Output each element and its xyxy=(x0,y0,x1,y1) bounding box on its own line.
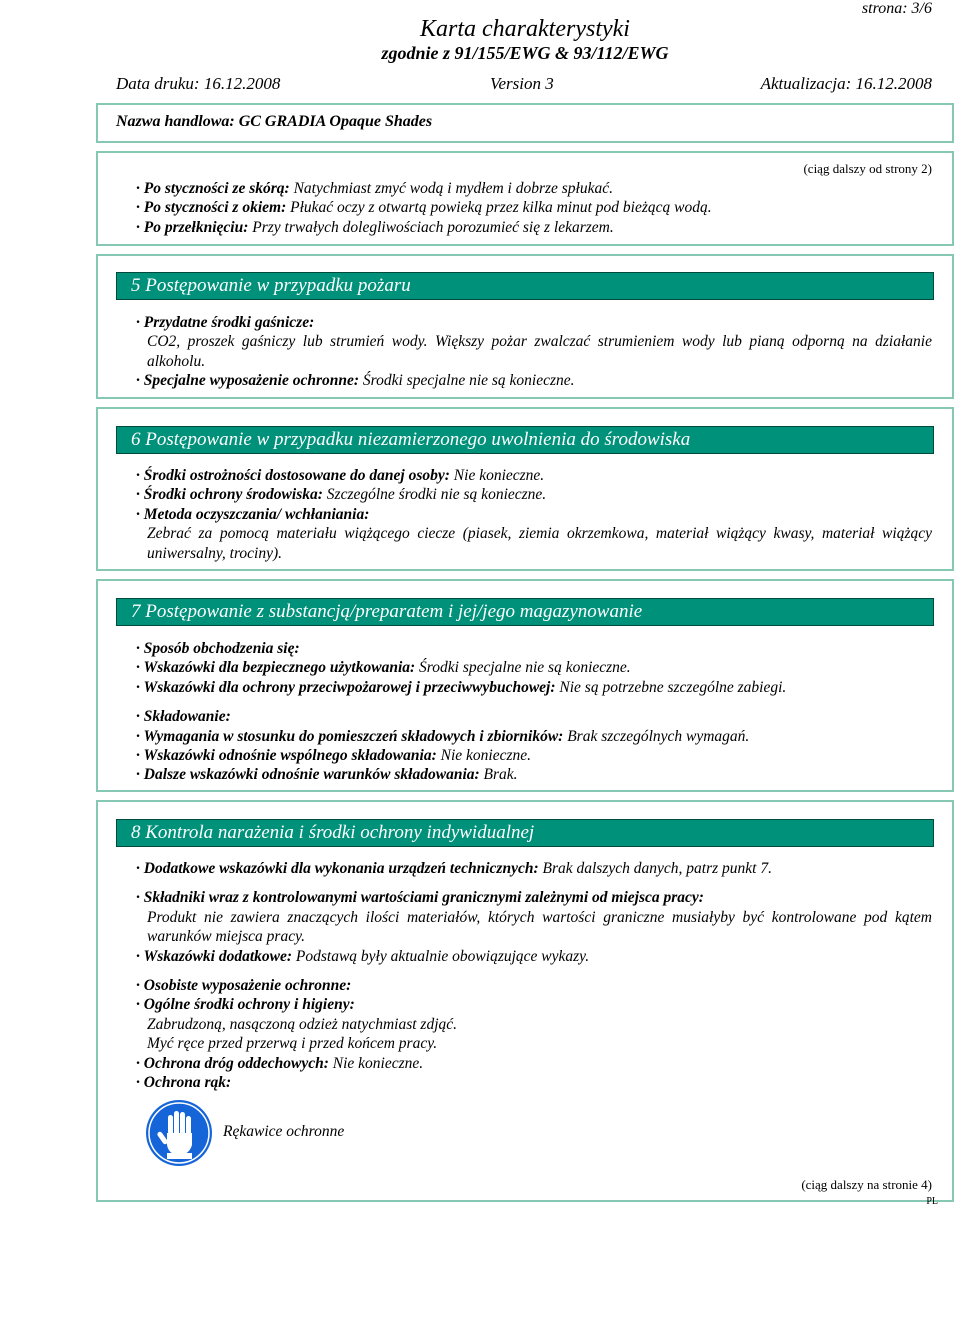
line-technical-measures: · Dodatkowe wskazówki dla wykonania urządzeń technicznych: Brak dalszych danych, patrz punkt 7. xyxy=(136,860,772,877)
line-fire-protection: · Wskazówki dla ochrony przeciwpożarowej i przeciwwybuchowej: Nie są potrzebne szczególne zabiegi. xyxy=(136,678,787,696)
section-6-title: 6 Postępowanie w przypadku niezamierzonego uwolnienia do środowiska xyxy=(116,426,934,454)
line-cleanup-text: Zebrać za pomocą materiału wiążącego ciecze (piasek, ziemia okrzemkowa, materiał wiążący kwasy, materiał wiążący uniwersalny, trociny). xyxy=(147,525,932,562)
line-hand-protection: · Ochrona rąk: xyxy=(136,1074,232,1092)
section-5-title: 5 Postępowanie w przypadku pożaru xyxy=(116,272,934,300)
continued-on: (ciąg dalszy na stronie 4) xyxy=(801,1177,932,1192)
section-7-title: 7 Postępowanie z substancją/preparatem i jej/jego magazynowanie xyxy=(116,598,934,626)
line-exposure-limits: · Składniki wraz z kontrolowanymi wartościami granicznymi zależnymi od miejsca pracy: xyxy=(136,889,704,907)
line-personal-precautions: · Środki ostrożności dostosowane do danej osoby: Nie konieczne. xyxy=(136,467,545,484)
section-8-title: 8 Kontrola narażenia i środki ochrony indywidualnej xyxy=(116,819,934,847)
page-number: strona: 3/6 xyxy=(861,0,932,17)
line-extinguishing-text: CO2, proszek gaśniczy lub strumień wody. Większy pożar zwalczać strumieniem wody lub pianą odporną na działanie alkoholu. xyxy=(147,333,932,370)
document-subtitle: zgodnie z 91/155/EWG & 93/112/EWG xyxy=(381,43,669,63)
first-aid-continued xyxy=(96,151,954,246)
update-date: Aktualizacja: 16.12.2008 xyxy=(760,74,932,93)
line-exposure-text: Produkt nie zawiera znaczących ilości materiałów, których wartości graniczne musiałyby być kontrolowane pod kątem warunków miejsca pracy. xyxy=(147,908,932,946)
line-handling: · Sposób obchodzenia się: xyxy=(136,640,300,657)
line-extinguishing-media: · Przydatne środki gaśnicze: xyxy=(136,314,315,331)
line-storage-rooms: · Wymagania w stosunku do pomieszczeń składowych i zbiorników: Brak szczególnych wymagań. xyxy=(136,727,750,745)
line-skin: · Po styczności ze skórą: Natychmiast zmyć wodą i mydłem i dobrze spłukać. xyxy=(136,180,614,197)
line-storage-conditions: · Dalsze wskazówki odnośnie warunków składowania: Brak. xyxy=(136,766,518,784)
line-storage: · Składowanie: xyxy=(136,708,231,726)
line-environment: · Środki ochrony środowiska: Szczególne środki nie są konieczne. xyxy=(136,486,547,504)
section-5 xyxy=(96,254,954,399)
continued-from: (ciąg dalszy od strony 2) xyxy=(803,161,932,176)
language-code: PL xyxy=(926,1196,938,1207)
line-respiratory: · Ochrona dróg oddechowych: Nie konieczne. xyxy=(136,1054,424,1072)
section-6 xyxy=(96,407,954,571)
line-cleanup-method: · Metoda oczyszczania/ wchłaniania: xyxy=(136,505,370,523)
line-protective-equipment: · Specjalne wyposażenie ochronne: Środki specjalne nie są konieczne. xyxy=(136,372,575,390)
line-hygiene-2: Myć ręce przed przerwą i przed końcem pracy. xyxy=(147,1035,438,1053)
line-hygiene: · Ogólne środki ochrony i higieny: xyxy=(136,996,355,1014)
section-7 xyxy=(96,579,954,792)
protective-gloves-icon xyxy=(145,1099,213,1172)
line-eye: · Po styczności z okiem: Płukać oczy z otwartą powieką przez kilka minut pod bieżącą wodą. xyxy=(136,199,712,217)
document-title: Karta charakterystyki xyxy=(420,16,630,42)
trade-name: Nazwa handlowa: GC GRADIA Opaque Shades xyxy=(116,113,433,130)
line-hygiene-1: Zabrudzoną, nasączoną odzież natychmiast zdjąć. xyxy=(147,1015,457,1033)
version: Version 3 xyxy=(490,74,554,93)
print-date: Data druku: 16.12.2008 xyxy=(116,74,281,93)
section-8 xyxy=(96,800,954,1202)
line-swallow: · Po przełknięciu: Przy trwałych dolegliwościach porozumieć się z lekarzem. xyxy=(136,218,614,236)
line-ppe: · Osobiste wyposażenie ochronne: xyxy=(136,977,352,995)
line-safe-use: · Wskazówki dla bezpiecznego użytkowania: Środki specjalne nie są konieczne. xyxy=(136,659,631,677)
line-joint-storage: · Wskazówki odnośnie wspólnego składowania: Nie konieczne. xyxy=(136,747,532,765)
glove-label: Rękawice ochronne xyxy=(223,1123,345,1140)
line-additional-info: · Wskazówki dodatkowe: Podstawą były aktualnie obowiązujące wykazy. xyxy=(136,947,590,965)
